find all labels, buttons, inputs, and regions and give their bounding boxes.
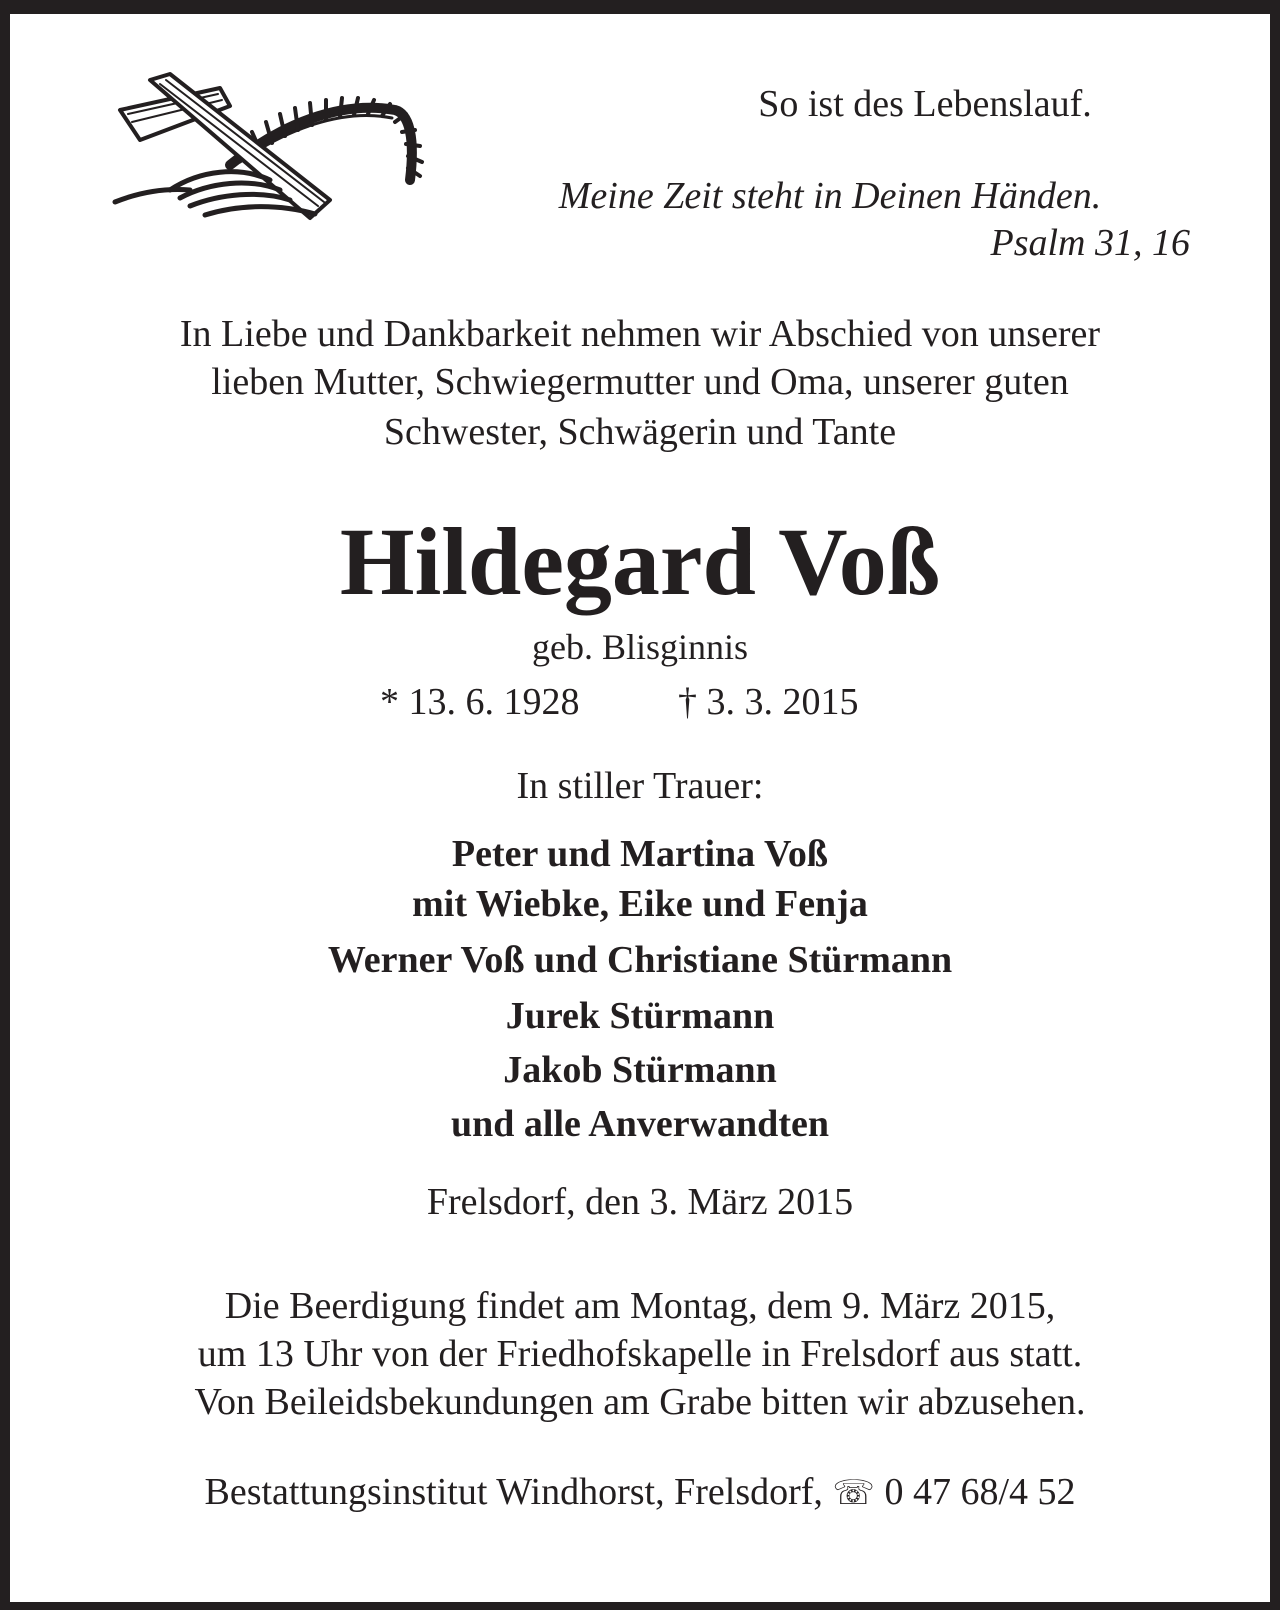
intro-line-3: Schwester, Schwägerin und Tante: [383, 411, 897, 453]
mourning-heading: In stiller Trauer:: [516, 765, 764, 807]
death-date: † 3. 3. 2015: [678, 681, 859, 723]
funeral-line-3: Von Beileidsbekundungen am Grabe bitten wir abzusehen.: [194, 1381, 1086, 1423]
telephone-icon: ☏: [832, 1473, 875, 1513]
undertaker-name: Bestattungsinstitut Windhorst, Frelsdorf,: [204, 1471, 823, 1513]
place-and-date: Frelsdorf, den 3. März 2015: [426, 1181, 854, 1223]
undertaker-phone: 0 47 68/4 52: [884, 1471, 1076, 1513]
mourner-line: mit Wiebke, Eike und Fenja: [412, 883, 868, 925]
opening-line: So ist des Lebenslauf.: [758, 83, 1092, 125]
birth-date: * 13. 6. 1928: [380, 681, 580, 723]
cross-with-palm-branch-icon: [110, 70, 425, 230]
mourner-line: Jakob Stürmann: [503, 1049, 777, 1091]
bible-verse-reference: Psalm 31, 16: [990, 222, 1190, 264]
intro-line-1: In Liebe und Dankbarkeit nehmen wir Abschied von unserer: [179, 313, 1101, 355]
bible-verse: Meine Zeit steht in Deinen Händen.: [558, 175, 1102, 217]
mourner-line: Jurek Stürmann: [505, 995, 775, 1037]
birth-name: geb. Blisginnis: [531, 627, 749, 667]
deceased-name: Hildegard Voß: [339, 508, 941, 615]
undertaker-contact: [10, 1470, 1270, 1514]
mourner-line: Peter und Martina Voß: [451, 833, 829, 875]
mourner-line: Werner Voß und Christiane Stürmann: [327, 939, 953, 981]
intro-line-2: lieben Mutter, Schwiegermutter und Oma, unserer guten: [211, 361, 1069, 403]
funeral-line-1: Die Beerdigung findet am Montag, dem 9. März 2015,: [224, 1285, 1056, 1327]
mourner-line: und alle Anverwandten: [451, 1103, 829, 1145]
funeral-line-2: um 13 Uhr von der Friedhofskapelle in Frelsdorf aus statt.: [197, 1333, 1083, 1375]
